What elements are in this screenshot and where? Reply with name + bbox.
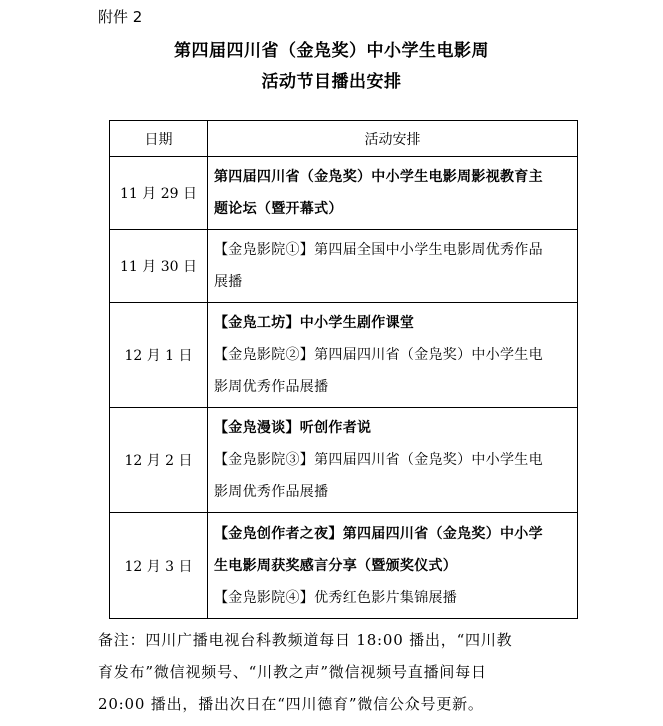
table-header-row bbox=[110, 121, 578, 157]
row-date: 12 月 3 日 bbox=[110, 513, 208, 619]
table-row bbox=[110, 513, 578, 619]
row-activity bbox=[208, 157, 578, 230]
attachment-label: 附件 2 bbox=[98, 8, 143, 26]
header-activity: 活动安排 bbox=[208, 121, 578, 157]
header-date: 日期 bbox=[110, 121, 208, 157]
table-row bbox=[110, 303, 578, 408]
activity-line: 第四届四川省（金凫奖）中小学生电影周影视教育主 bbox=[214, 169, 543, 185]
activity-line: 影周优秀作品展播 bbox=[214, 484, 329, 500]
row-date: 12 月 1 日 bbox=[110, 303, 208, 408]
row-date: 12 月 2 日 bbox=[110, 408, 208, 513]
activity-line: 【金凫影院③】第四届四川省（金凫奖）中小学生电 bbox=[214, 452, 543, 468]
activity-line: 【金凫漫谈】听创作者说 bbox=[214, 420, 372, 436]
activity-line: 【金凫影院④】优秀红色影片集锦展播 bbox=[214, 589, 458, 606]
activity-line: 题论坛（暨开幕式） bbox=[214, 201, 343, 217]
row-activity bbox=[208, 513, 578, 619]
activity-line: 【金凫创作者之夜】第四届四川省（金凫奖）中小学 bbox=[214, 525, 543, 542]
activity-line: 【金凫工坊】中小学生剧作课堂 bbox=[214, 315, 415, 331]
activity-line: 【金凫影院①】第四届全国中小学生电影周优秀作品 bbox=[214, 242, 543, 258]
row-activity bbox=[208, 303, 578, 408]
row-date: 11 月 29 日 bbox=[110, 157, 208, 230]
table-row bbox=[110, 230, 578, 303]
activity-line: 影周优秀作品展播 bbox=[214, 379, 329, 395]
schedule-table bbox=[109, 120, 578, 619]
row-activity bbox=[208, 230, 578, 303]
footnote bbox=[98, 624, 580, 720]
row-activity bbox=[208, 408, 578, 513]
table-row bbox=[110, 157, 578, 230]
footnote-line: 备注：四川广播电视台科教频道每日 18:00 播出，“四川教 bbox=[98, 631, 513, 649]
document-title: 第四届四川省（金凫奖）中小学生电影周 bbox=[174, 41, 489, 61]
activity-line: 【金凫影院②】第四届四川省（金凫奖）中小学生电 bbox=[214, 347, 543, 363]
table-row bbox=[110, 408, 578, 513]
activity-line: 生电影周获奖感言分享（暨颁奖仪式） bbox=[214, 557, 458, 574]
document-subtitle: 活动节目播出安排 bbox=[261, 72, 402, 92]
activity-line: 展播 bbox=[214, 274, 243, 290]
footnote-line: 20:00 播出，播出次日在“四川德育”微信公众号更新。 bbox=[98, 695, 484, 713]
footnote-line: 育发布”微信视频号、“川教之声”微信视频号直播间每日 bbox=[98, 663, 487, 681]
row-date: 11 月 30 日 bbox=[110, 230, 208, 303]
